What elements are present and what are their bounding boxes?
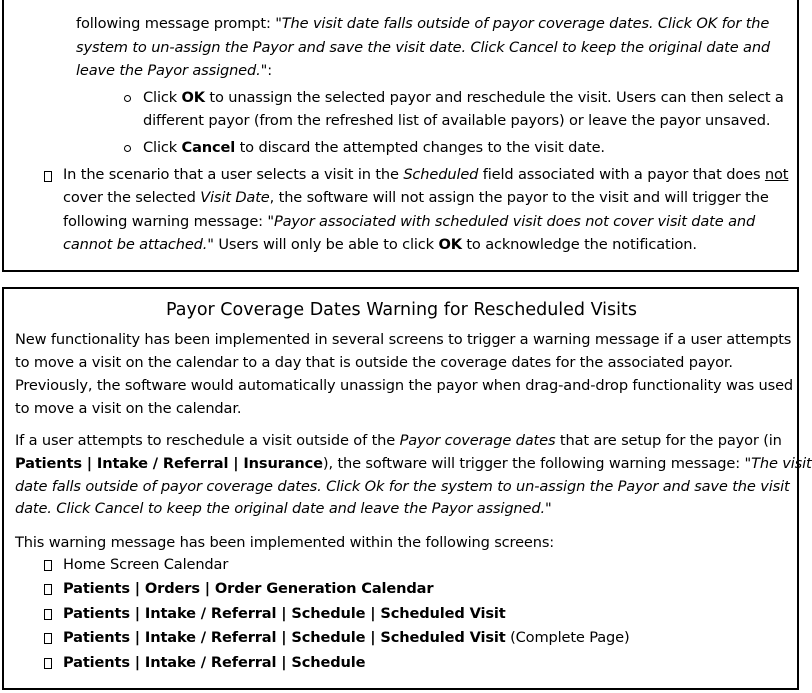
paragraph-1-line-1: New functionality has been implemented in several screens to trigger a warning message if a user attempts [15, 331, 792, 348]
paragraph-1-line-2: to move a visit on the calendar to a day that is outside the coverage dates for the associated payor. [15, 354, 733, 371]
paragraph-2-line-4: date. Click Cancel to keep the original date and leave the Payor assigned." [15, 500, 552, 517]
intro-line-2: system to un-assign the Payor and save the visit date. Click Cancel to keep the original date and [76, 39, 771, 56]
screen-item: Patients | Orders | Order Generation Calendar [63, 580, 434, 597]
screen-item: Patients | Intake / Referral | Schedule | Scheduled Visit (Complete Page) [63, 629, 630, 646]
square-bullet-icon [44, 609, 52, 620]
scenario-line-2: cover the selected Visit Date, the software will not assign the payor to the visit and will trigger the [63, 189, 769, 206]
circle-bullet-icon [124, 95, 131, 102]
paragraph-2-line-3: date falls outside of payor coverage dates. Click Ok for the system to un-assign the Payor and save the visit [15, 478, 790, 495]
paragraph-1-line-4: to move a visit on the calendar. [15, 400, 242, 417]
intro-line-3: leave the Payor assigned.": [76, 62, 272, 79]
paragraph-2-line-2: Patients | Intake / Referral | Insurance), the software will trigger the following warning message: "The visit [15, 455, 812, 472]
sub-bullet-cancel: Click Cancel to discard the attempted changes to the visit date. [143, 139, 605, 156]
screen-item: Patients | Intake / Referral | Schedule [63, 654, 366, 671]
square-bullet-icon [44, 584, 52, 595]
screen-item: Patients | Intake / Referral | Schedule | Scheduled Visit [63, 605, 506, 622]
scenario-line-1: In the scenario that a user selects a visit in the Scheduled field associated with a payor that does not [63, 166, 789, 183]
scenario-line-3: following warning message: "Payor associated with scheduled visit does not cover visit date and [63, 213, 756, 230]
square-bullet-icon [44, 171, 52, 182]
square-bullet-icon [44, 560, 52, 571]
paragraph-1-line-3: Previously, the software would automatically unassign the payor when drag-and-drop functionality was used [15, 377, 794, 394]
intro-line-1: following message prompt: "The visit date falls outside of payor coverage dates. Click OK for the [76, 15, 770, 32]
screen-item: Home Screen Calendar [63, 556, 229, 573]
paragraph-3: This warning message has been implemented within the following screens: [15, 534, 555, 551]
square-bullet-icon [44, 633, 52, 644]
paragraph-2-line-1: If a user attempts to reschedule a visit outside of the Payor coverage dates that are setup for the payor (in [15, 432, 782, 449]
circle-bullet-icon [124, 145, 131, 152]
scenario-line-4: cannot be attached." Users will only be able to click OK to acknowledge the notification. [63, 236, 697, 253]
square-bullet-icon [44, 658, 52, 669]
section-heading: Payor Coverage Dates Warning for Rescheduled Visits [165, 300, 637, 320]
sub-bullet-ok: Click OK to unassign the selected payor and reschedule the visit. Users can then select a [143, 89, 784, 106]
sub-bullet-ok-line2: different payor (from the refreshed list of available payors) or leave the payor unsaved. [143, 112, 771, 129]
